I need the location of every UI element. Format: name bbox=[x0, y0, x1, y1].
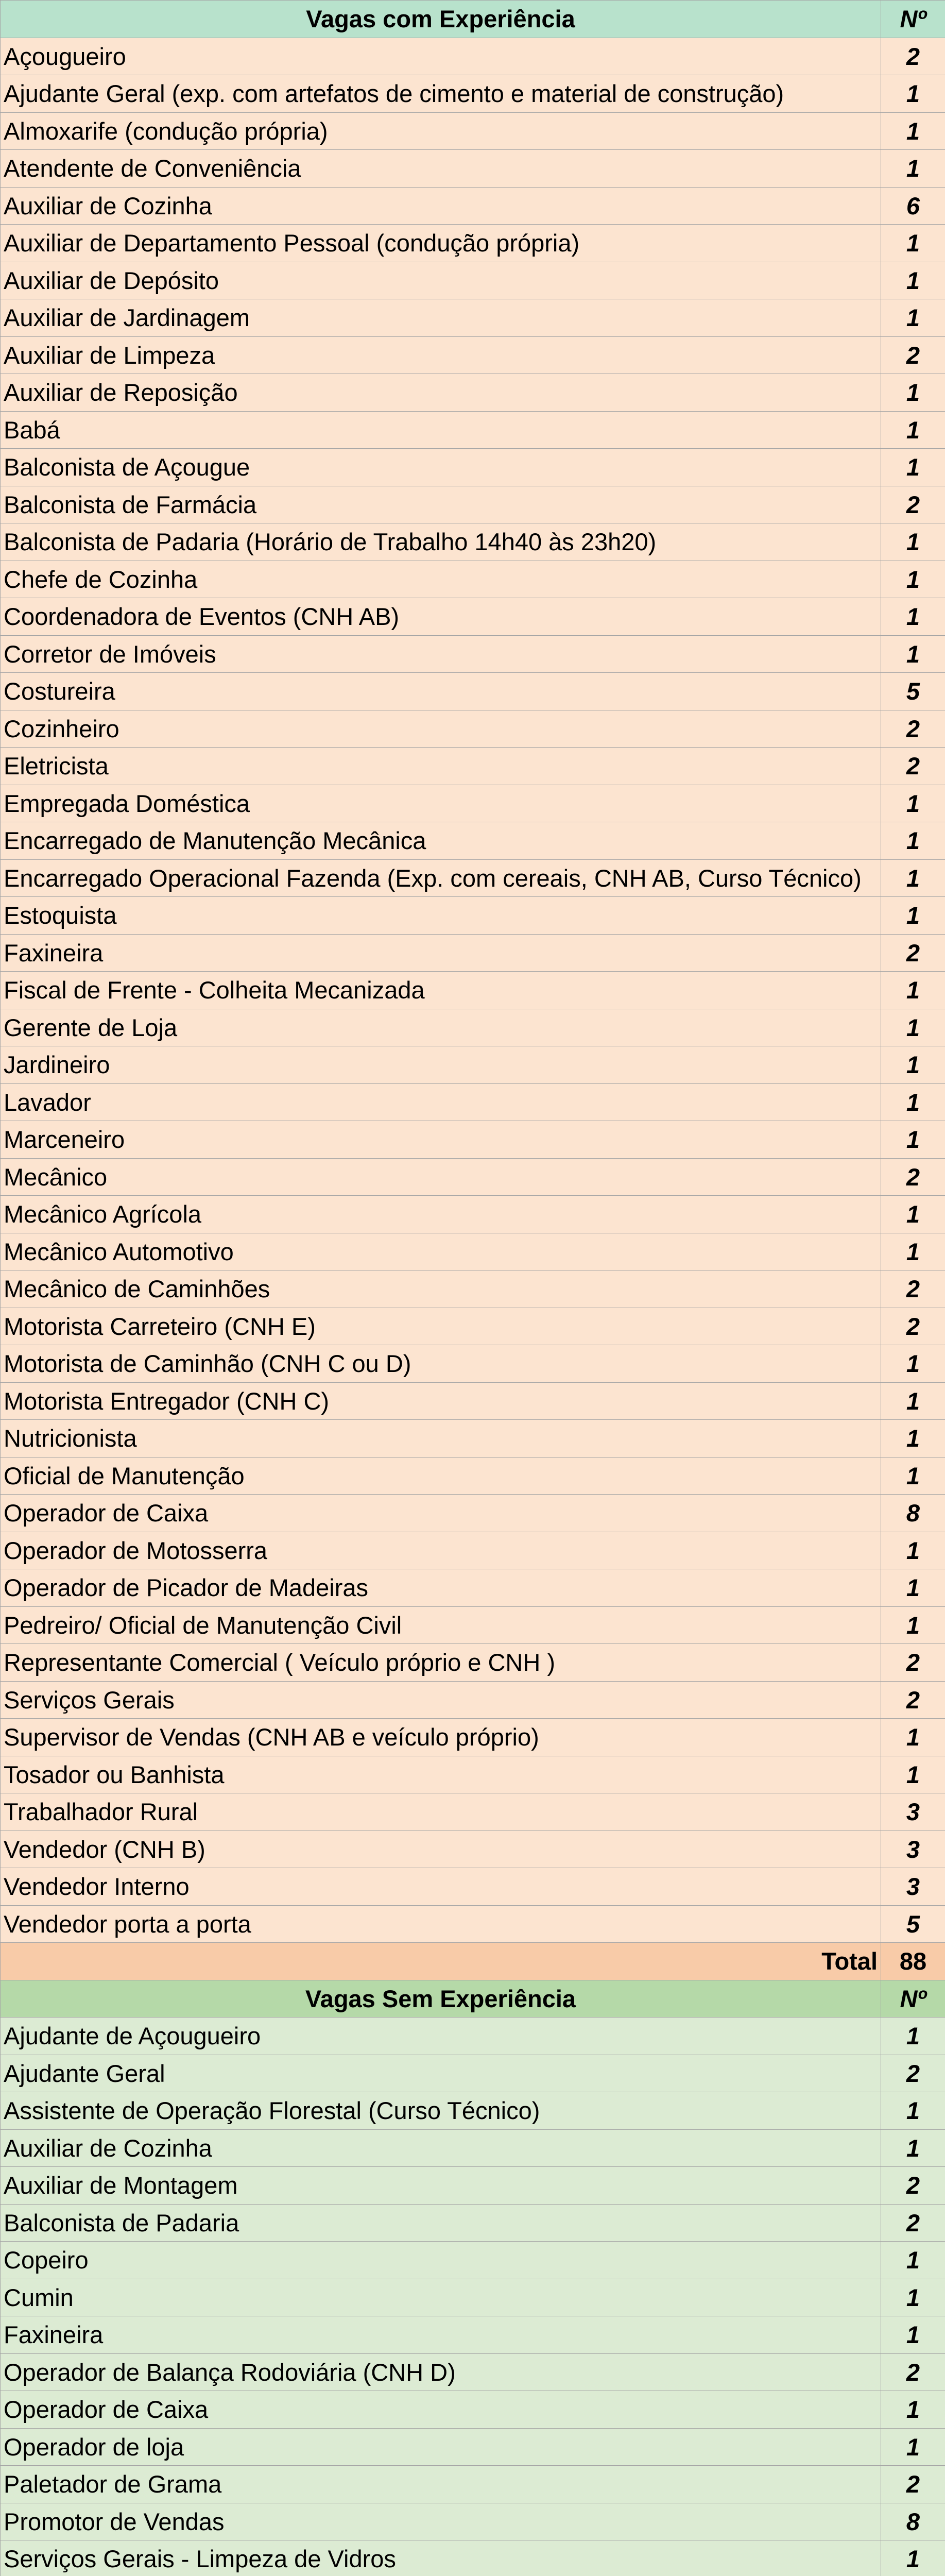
job-row bbox=[1, 2167, 945, 2205]
job-count: 1 bbox=[881, 1756, 945, 1793]
job-count: 1 bbox=[881, 2092, 945, 2130]
job-count: 1 bbox=[881, 1457, 945, 1495]
job-row bbox=[1, 2242, 945, 2279]
job-row bbox=[1, 635, 945, 673]
job-row bbox=[1, 449, 945, 486]
job-title: Trabalhador Rural bbox=[1, 1793, 881, 1831]
job-count: 5 bbox=[881, 673, 945, 710]
job-row bbox=[1, 374, 945, 412]
job-title: Fiscal de Frente - Colheita Mecanizada bbox=[1, 972, 881, 1009]
job-count: 2 bbox=[881, 2204, 945, 2242]
job-title: Oficial de Manutenção bbox=[1, 1457, 881, 1495]
count-column-header: Nº bbox=[881, 1, 945, 38]
job-title: Vendedor porta a porta bbox=[1, 1905, 881, 1943]
job-count: 1 bbox=[881, 785, 945, 822]
job-title: Motorista Carreteiro (CNH E) bbox=[1, 1308, 881, 1345]
count-column-header: Nº bbox=[881, 1980, 945, 2018]
job-title: Atendente de Conveniência bbox=[1, 150, 881, 188]
job-row bbox=[1, 262, 945, 299]
job-row bbox=[1, 75, 945, 113]
job-title: Estoquista bbox=[1, 897, 881, 935]
job-title: Serviços Gerais - Limpeza de Vidros bbox=[1, 2540, 881, 2576]
job-count: 1 bbox=[881, 225, 945, 262]
job-count: 1 bbox=[881, 299, 945, 337]
job-row bbox=[1, 38, 945, 75]
job-title: Empregada Doméstica bbox=[1, 785, 881, 822]
job-row bbox=[1, 1046, 945, 1084]
job-title: Pedreiro/ Oficial de Manutenção Civil bbox=[1, 1606, 881, 1644]
job-title: Paletador de Grama bbox=[1, 2466, 881, 2503]
job-count: 1 bbox=[881, 2279, 945, 2316]
job-count: 2 bbox=[881, 2055, 945, 2092]
job-title: Balconista de Açougue bbox=[1, 449, 881, 486]
job-row bbox=[1, 1905, 945, 1943]
job-title: Mecânico Automotivo bbox=[1, 1233, 881, 1270]
job-title: Auxiliar de Jardinagem bbox=[1, 299, 881, 337]
job-count: 1 bbox=[881, 2018, 945, 2055]
job-row bbox=[1, 2018, 945, 2055]
job-row bbox=[1, 934, 945, 972]
job-count: 1 bbox=[881, 1121, 945, 1159]
job-row bbox=[1, 523, 945, 561]
job-row bbox=[1, 1495, 945, 1532]
job-count: 5 bbox=[881, 1905, 945, 1943]
job-row bbox=[1, 411, 945, 449]
job-row bbox=[1, 1644, 945, 1682]
job-count: 2 bbox=[881, 2167, 945, 2205]
job-title: Chefe de Cozinha bbox=[1, 561, 881, 598]
job-row bbox=[1, 1233, 945, 1270]
job-count: 1 bbox=[881, 1719, 945, 1756]
job-count: 1 bbox=[881, 897, 945, 935]
job-title: Faxineira bbox=[1, 934, 881, 972]
job-count: 1 bbox=[881, 972, 945, 1009]
job-row bbox=[1, 1756, 945, 1793]
job-row bbox=[1, 1606, 945, 1644]
job-count: 2 bbox=[881, 38, 945, 75]
job-count: 1 bbox=[881, 2129, 945, 2167]
job-title: Cozinheiro bbox=[1, 710, 881, 748]
job-row bbox=[1, 1345, 945, 1383]
job-count: 3 bbox=[881, 1793, 945, 1831]
job-row bbox=[1, 1308, 945, 1345]
job-count: 1 bbox=[881, 112, 945, 150]
job-title: Operador de Balança Rodoviária (CNH D) bbox=[1, 2353, 881, 2391]
sheet-body bbox=[1, 1, 945, 2576]
job-row bbox=[1, 2391, 945, 2429]
job-title: Mecânico bbox=[1, 1158, 881, 1196]
job-count: 1 bbox=[881, 561, 945, 598]
job-count: 1 bbox=[881, 859, 945, 897]
job-count: 1 bbox=[881, 1606, 945, 1644]
job-count: 1 bbox=[881, 150, 945, 188]
job-count: 1 bbox=[881, 1532, 945, 1569]
job-count: 1 bbox=[881, 1009, 945, 1046]
section-total-com-experiencia bbox=[1, 1943, 945, 1980]
job-row bbox=[1, 2092, 945, 2130]
job-count: 1 bbox=[881, 822, 945, 860]
job-row bbox=[1, 673, 945, 710]
job-count: 1 bbox=[881, 2540, 945, 2576]
job-title: Vendedor (CNH B) bbox=[1, 1831, 881, 1868]
section-title: Vagas com Experiência bbox=[1, 1, 881, 38]
section-header-sem-experiencia bbox=[1, 1980, 945, 2018]
job-title: Almoxarife (condução própria) bbox=[1, 112, 881, 150]
job-row bbox=[1, 1569, 945, 1607]
job-title: Tosador ou Banhista bbox=[1, 1756, 881, 1793]
job-count: 8 bbox=[881, 1495, 945, 1532]
job-title: Supervisor de Vendas (CNH AB e veículo próprio) bbox=[1, 1719, 881, 1756]
job-row bbox=[1, 2204, 945, 2242]
job-row bbox=[1, 2316, 945, 2354]
job-title: Operador de loja bbox=[1, 2428, 881, 2466]
job-count: 2 bbox=[881, 710, 945, 748]
job-row bbox=[1, 972, 945, 1009]
job-row bbox=[1, 1681, 945, 1719]
job-title: Açougueiro bbox=[1, 38, 881, 75]
job-title: Mecânico de Caminhões bbox=[1, 1270, 881, 1308]
job-row bbox=[1, 598, 945, 636]
job-row bbox=[1, 1121, 945, 1159]
job-title: Ajudante Geral bbox=[1, 2055, 881, 2092]
job-title: Ajudante Geral (exp. com artefatos de cimento e material de construção) bbox=[1, 75, 881, 113]
job-row bbox=[1, 1196, 945, 1233]
job-count: 2 bbox=[881, 1308, 945, 1345]
job-title: Encarregado Operacional Fazenda (Exp. com cereais, CNH AB, Curso Técnico) bbox=[1, 859, 881, 897]
job-count: 8 bbox=[881, 2503, 945, 2540]
job-title: Motorista de Caminhão (CNH C ou D) bbox=[1, 1345, 881, 1383]
job-row bbox=[1, 2055, 945, 2092]
job-title: Operador de Picador de Madeiras bbox=[1, 1569, 881, 1607]
job-count: 1 bbox=[881, 1233, 945, 1270]
job-row bbox=[1, 1793, 945, 1831]
job-row bbox=[1, 486, 945, 523]
job-title: Representante Comercial ( Veículo próprio e CNH ) bbox=[1, 1644, 881, 1682]
job-title: Encarregado de Manutenção Mecânica bbox=[1, 822, 881, 860]
job-row bbox=[1, 336, 945, 374]
job-row bbox=[1, 748, 945, 785]
job-row bbox=[1, 1382, 945, 1420]
job-title: Auxiliar de Reposição bbox=[1, 374, 881, 412]
job-row bbox=[1, 2466, 945, 2503]
job-row bbox=[1, 1532, 945, 1569]
job-row bbox=[1, 897, 945, 935]
job-count: 2 bbox=[881, 934, 945, 972]
job-title: Faxineira bbox=[1, 2316, 881, 2354]
total-value: 88 bbox=[881, 1943, 945, 1980]
section-title: Vagas Sem Experiência bbox=[1, 1980, 881, 2018]
job-title: Babá bbox=[1, 411, 881, 449]
job-count: 1 bbox=[881, 2242, 945, 2279]
job-count: 1 bbox=[881, 262, 945, 299]
job-title: Operador de Motosserra bbox=[1, 1532, 881, 1569]
job-row bbox=[1, 822, 945, 860]
job-count: 1 bbox=[881, 635, 945, 673]
job-title: Ajudante de Açougueiro bbox=[1, 2018, 881, 2055]
section-header-com-experiencia bbox=[1, 1, 945, 38]
job-count: 1 bbox=[881, 75, 945, 113]
job-count: 1 bbox=[881, 2428, 945, 2466]
job-title: Auxiliar de Montagem bbox=[1, 2167, 881, 2205]
job-row bbox=[1, 2428, 945, 2466]
job-row bbox=[1, 225, 945, 262]
job-count: 1 bbox=[881, 598, 945, 636]
job-row bbox=[1, 561, 945, 598]
job-title: Nutricionista bbox=[1, 1420, 881, 1458]
job-row bbox=[1, 1270, 945, 1308]
job-count: 2 bbox=[881, 1270, 945, 1308]
job-title: Copeiro bbox=[1, 2242, 881, 2279]
job-title: Auxiliar de Departamento Pessoal (condução própria) bbox=[1, 225, 881, 262]
job-title: Motorista Entregador (CNH C) bbox=[1, 1382, 881, 1420]
job-count: 1 bbox=[881, 2391, 945, 2429]
total-label: Total bbox=[1, 1943, 881, 1980]
job-row bbox=[1, 785, 945, 822]
job-title: Gerente de Loja bbox=[1, 1009, 881, 1046]
job-row bbox=[1, 187, 945, 225]
job-title: Eletricista bbox=[1, 748, 881, 785]
job-count: 2 bbox=[881, 1158, 945, 1196]
job-row bbox=[1, 150, 945, 188]
job-count: 1 bbox=[881, 1046, 945, 1084]
job-count: 1 bbox=[881, 449, 945, 486]
job-row bbox=[1, 1831, 945, 1868]
job-row bbox=[1, 112, 945, 150]
job-count: 1 bbox=[881, 411, 945, 449]
job-title: Operador de Caixa bbox=[1, 2391, 881, 2429]
job-title: Auxiliar de Depósito bbox=[1, 262, 881, 299]
job-count: 3 bbox=[881, 1868, 945, 1906]
job-title: Auxiliar de Limpeza bbox=[1, 336, 881, 374]
job-row bbox=[1, 1083, 945, 1121]
job-count: 1 bbox=[881, 1196, 945, 1233]
job-title: Balconista de Farmácia bbox=[1, 486, 881, 523]
job-row bbox=[1, 1719, 945, 1756]
job-title: Corretor de Imóveis bbox=[1, 635, 881, 673]
job-count: 2 bbox=[881, 748, 945, 785]
job-count: 1 bbox=[881, 1083, 945, 1121]
job-title: Jardineiro bbox=[1, 1046, 881, 1084]
job-count: 1 bbox=[881, 374, 945, 412]
job-row bbox=[1, 1868, 945, 1906]
job-count: 2 bbox=[881, 336, 945, 374]
job-title: Promotor de Vendas bbox=[1, 2503, 881, 2540]
job-row bbox=[1, 1009, 945, 1046]
job-count: 1 bbox=[881, 523, 945, 561]
job-title: Auxiliar de Cozinha bbox=[1, 2129, 881, 2167]
job-row bbox=[1, 1420, 945, 1458]
job-row bbox=[1, 2353, 945, 2391]
job-title: Assistente de Operação Florestal (Curso Técnico) bbox=[1, 2092, 881, 2130]
job-count: 1 bbox=[881, 1569, 945, 1607]
job-title: Serviços Gerais bbox=[1, 1681, 881, 1719]
job-title: Marceneiro bbox=[1, 1121, 881, 1159]
job-count: 2 bbox=[881, 1644, 945, 1682]
job-title: Balconista de Padaria (Horário de Trabalho 14h40 às 23h20) bbox=[1, 523, 881, 561]
job-title: Mecânico Agrícola bbox=[1, 1196, 881, 1233]
job-count: 1 bbox=[881, 1420, 945, 1458]
job-row bbox=[1, 2540, 945, 2576]
job-row bbox=[1, 859, 945, 897]
job-title: Costureira bbox=[1, 673, 881, 710]
job-count: 1 bbox=[881, 2316, 945, 2354]
job-row bbox=[1, 299, 945, 337]
job-count: 6 bbox=[881, 187, 945, 225]
job-row bbox=[1, 710, 945, 748]
job-title: Auxiliar de Cozinha bbox=[1, 187, 881, 225]
job-row bbox=[1, 2503, 945, 2540]
job-count: 2 bbox=[881, 2353, 945, 2391]
job-title: Cumin bbox=[1, 2279, 881, 2316]
job-count: 1 bbox=[881, 1345, 945, 1383]
job-title: Lavador bbox=[1, 1083, 881, 1121]
job-title: Vendedor Interno bbox=[1, 1868, 881, 1906]
job-count: 3 bbox=[881, 1831, 945, 1868]
job-title: Balconista de Padaria bbox=[1, 2204, 881, 2242]
job-row bbox=[1, 1457, 945, 1495]
job-title: Operador de Caixa bbox=[1, 1495, 881, 1532]
job-count: 2 bbox=[881, 486, 945, 523]
job-row bbox=[1, 1158, 945, 1196]
job-row bbox=[1, 2129, 945, 2167]
job-count: 1 bbox=[881, 1382, 945, 1420]
job-row bbox=[1, 2279, 945, 2316]
job-count: 2 bbox=[881, 1681, 945, 1719]
job-count: 2 bbox=[881, 2466, 945, 2503]
job-title: Coordenadora de Eventos (CNH AB) bbox=[1, 598, 881, 636]
